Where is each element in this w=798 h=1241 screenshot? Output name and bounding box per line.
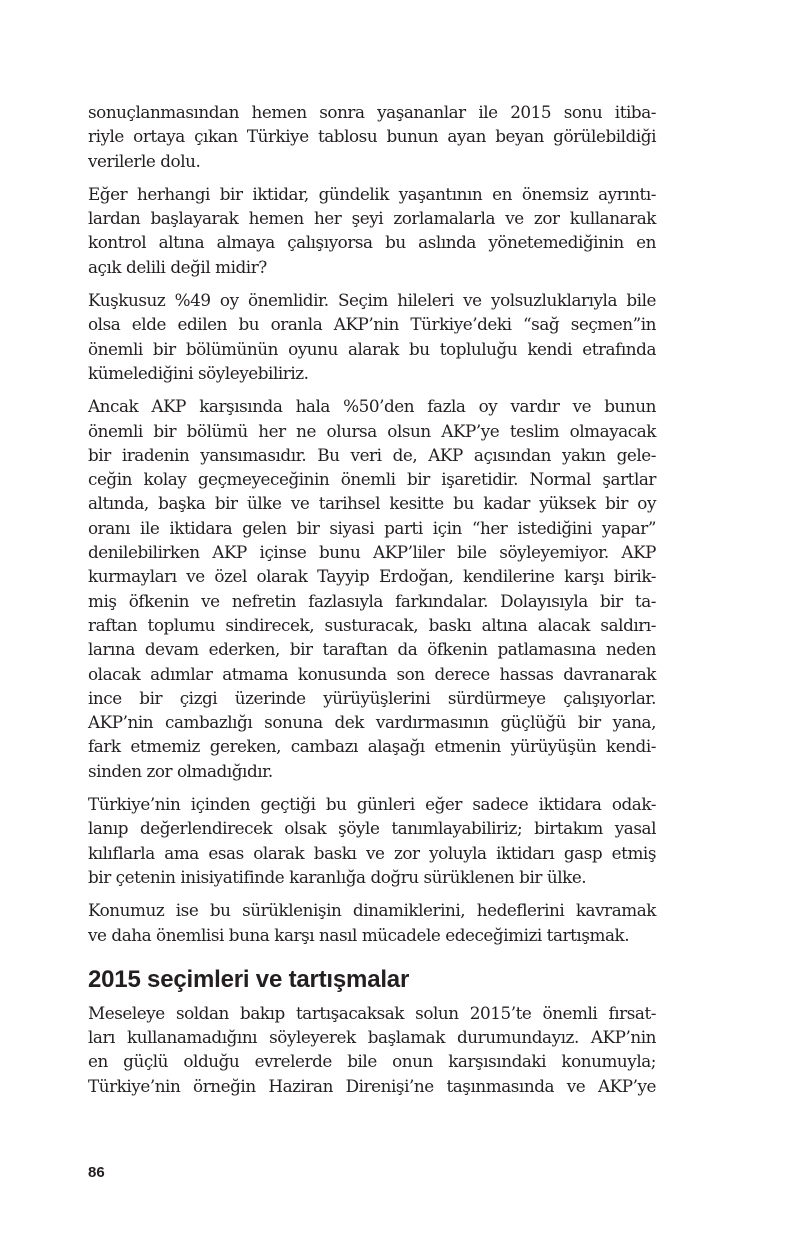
- text-line: denilebilirken AKP içinse bunu AKP’liler bile söyleyemiyor. AKP: [88, 542, 656, 563]
- text-line: miş öfkenin ve nefretin fazlasıyla farkındalar. Dolayısıyla bir ta-: [88, 590, 656, 611]
- text-line: ları kullanamadığını söyleyerek başlamak durumundayız. AKP’nin: [88, 1027, 656, 1048]
- text-line: kılıflarla ama esas olarak baskı ve zor yoluyla iktidarı gasp etmiş: [88, 842, 656, 863]
- paragraph-7: [88, 1001, 656, 1098]
- text-line: önemli bir bölümü her ne olursa olsun AKP’ye teslim olmayacak: [88, 420, 656, 441]
- text-line: ince bir çizgi üzerinde yürüyüşlerini sürdürmeye çalışıyorlar.: [88, 687, 656, 708]
- text-line: fark etmemiz gereken, cambazı alaşağı etmenin yürüyüşün kendi-: [88, 736, 656, 757]
- paragraph-5: [88, 792, 656, 889]
- text-line: açık delili değil midir?: [88, 256, 267, 277]
- text-line: sonuçlanmasından hemen sonra yaşananlar ile 2015 sonu itiba-: [88, 102, 656, 122]
- text-line: raftan toplumu sindirecek, susturacak, baskı altına alacak saldırı-: [88, 614, 656, 635]
- text-line: lanıp değerlendirecek olsak şöyle tanımlayabiliriz; birtakım yasal: [88, 818, 656, 839]
- text-line: bir çetenin inisiyatifinde karanlığa doğru sürüklenen bir ülke.: [88, 866, 587, 887]
- text-line: kurmayları ve özel olarak Tayyip Erdoğan, kendilerine karşı birik-: [88, 566, 656, 587]
- text-line: Kuşkusuz %49 oy önemlidir. Seçim hileleri ve yolsuzluklarıyla bile: [88, 290, 656, 311]
- text-line: sinden zor olmadığıdır.: [88, 760, 273, 781]
- text-line: en güçlü olduğu evrelerde bile onun karşısındaki konumuyla;: [88, 1051, 656, 1072]
- paragraph-4: [88, 394, 656, 783]
- paragraph-2: [88, 182, 656, 279]
- text-line: ve daha önemlisi buna karşı nasıl mücadele edeceğimizi tartışmak.: [88, 924, 630, 945]
- text-line: Konumuz ise bu sürüklenişin dinamiklerini, hedeflerini kavramak: [88, 900, 656, 921]
- text-line: verilerle dolu.: [88, 150, 201, 171]
- text-line: olsa elde edilen bu oranla AKP’nin Türkiye’deki “sağ seçmen”in: [88, 314, 656, 335]
- text-line: oranı ile iktidara gelen bir siyasi parti için “her istediğini yapar”: [88, 517, 656, 538]
- text-line: altında, başka bir ülke ve tarihsel kesitte bu kadar yüksek bir oy: [88, 493, 656, 514]
- text-line: olacak adımlar atmama konusunda son derece hassas davranarak: [88, 663, 656, 684]
- text-line: Eğer herhangi bir iktidar, gündelik yaşantının en önemsiz ayrıntı-: [88, 183, 656, 204]
- paragraph-1: [88, 100, 656, 173]
- text-line: Ancak AKP karşısında hala %50’den fazla oy vardır ve bunun: [88, 396, 656, 417]
- text-line: riyle ortaya çıkan Türkiye tablosu bunun ayan beyan görülebildiği: [88, 126, 656, 147]
- text-line: önemli bir bölümünün oyunu alarak bu topluluğu kendi etrafında: [88, 338, 656, 359]
- section-heading: 2015 seçimleri ve tartışmalar: [88, 965, 410, 993]
- body-text: [88, 100, 656, 1107]
- text-line: ceğin kolay geçmeyeceğinin önemli bir işaretidir. Normal şartlar: [88, 469, 656, 490]
- text-line: kümelediğini söyleyebiliriz.: [88, 362, 309, 383]
- text-line: lardan başlayarak hemen her şeyi zorlamalarla ve zor kullanarak: [88, 208, 656, 229]
- page-number: 86: [88, 1164, 105, 1181]
- text-line: Meseleye soldan bakıp tartışacaksak solun 2015’te önemli fırsat-: [88, 1002, 656, 1023]
- paragraph-3: [88, 288, 656, 385]
- text-line: AKP’nin cambazlığı sonuna dek vardırmasının güçlüğü bir yana,: [88, 712, 656, 733]
- text-line: Türkiye’nin örneğin Haziran Direnişi’ne taşınmasında ve AKP’ye: [88, 1075, 656, 1096]
- paragraph-6: [88, 898, 656, 947]
- text-line: bir iradenin yansımasıdır. Bu veri de, AKP açısından yakın gele-: [88, 444, 656, 465]
- text-line: kontrol altına almaya çalışıyorsa bu aslında yönetemediğinin en: [88, 232, 656, 253]
- text-line: larına devam ederken, bir taraftan da öfkenin patlamasına neden: [88, 639, 656, 660]
- text-line: Türkiye’nin içinden geçtiği bu günleri eğer sadece iktidara odak-: [88, 794, 656, 815]
